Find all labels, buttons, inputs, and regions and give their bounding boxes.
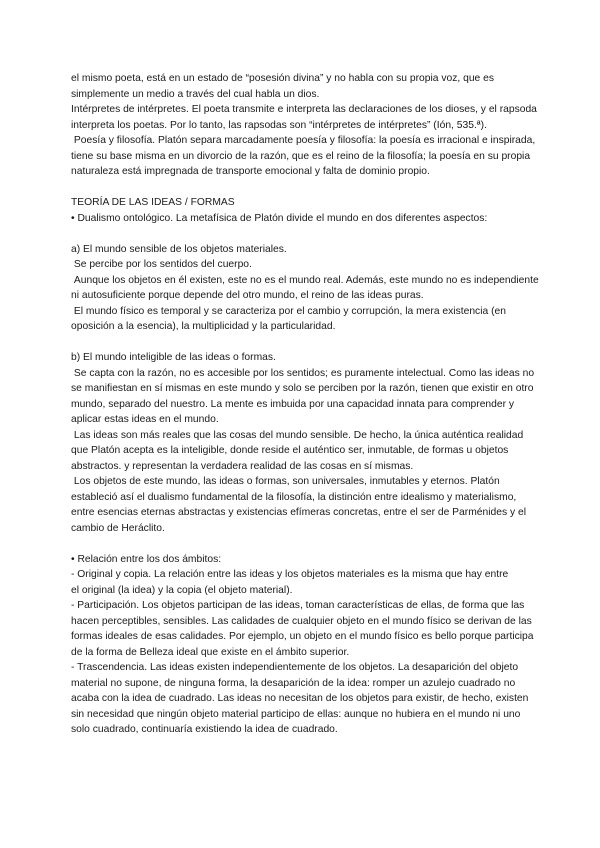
blank-line [71,335,541,351]
paragraph-original-copia: - Original y copia. La relación entre las ideas y los objetos materiales es la misma que hay entre [71,569,509,580]
paragraph-poesia-filosofia: Poesía y filosofía. Platón separa marcadamente poesía y filosofía: la poesía es irracional e inspirada, tiene su base misma en un divorcio de la razón, que es el reino de la filosofía; la poesía en su propia naturaleza está impregnada de transporte emocional y falta de dominio propio. [71,135,539,177]
paragraph-universales: Los objetos de este mundo, las ideas o formas, son universales, inmutables y eternos. Platón estableció así el dualismo fundamental de la filosofía, la distinción entre idealismo y materialismo, entre esencias eternas abstractas y existencias efímeras concretas, entre el ser de Parménides y el cambio de Heráclito. [71,476,529,534]
paragraph-original-copia-cont: el original (la idea) y la copia (el objeto material). [71,584,293,596]
document-page [71,71,541,738]
subheading-mundo-inteligible: b) El mundo inteligible de las ideas o formas. [71,352,276,363]
section-heading-teoria-ideas: TEORÍA DE LAS IDEAS / FORMAS [71,197,235,208]
paragraph-sentidos: Se percibe por los sentidos del cuerpo. [71,259,252,270]
subheading-relacion: • Relación entre los dos ámbitos: [71,553,222,565]
paragraph-dualismo: • Dualismo ontológico. La metafísica de Platón divide el mundo en dos diferentes aspectos: [71,212,488,224]
paragraph-ideas-reales: Las ideas son más reales que las cosas del mundo sensible. De hecho, la única auténtica realidad que Platón acepta es la inteligible, donde reside el auténtico ser, inmutable, de formas u objetos abstractos. y representan la verdadera realidad de las cosas en sí mismas. [71,429,527,472]
blank-line [71,226,541,242]
blank-line [71,180,541,196]
paragraph-no-mundo-real: Aunque los objetos en él existen, este no es el mundo real. Además, este mundo no es independiente ni autosuficiente porque depende del otro mundo, el reino de las ideas puras. [71,274,542,301]
paragraph-posesion-divina: el mismo poeta, está en un estado de “posesión divina” y no habla con su propia voz, que es simplemente un medio a través del cual habla un dios. [71,73,497,100]
paragraph-interpretes: Intérpretes de intérpretes. El poeta transmite e interpreta las declaraciones de los dioses, y el rapsoda interpreta los poetas. Por lo tanto, las rapsodas son “intérpretes de intérpretes” (Ión, 535.ª). [71,104,540,131]
paragraph-participacion: - Participación. Los objetos participan de las ideas, toman características de ellas, de forma que las hacen perceptibles, sensibles. Las calidades de cualquier objeto en el mundo físico se derivan de las formas ideales de esas calidades. Por ejemplo, un objeto en el mundo físico es bello porque participa de la forma de Belleza ideal que existe en el ámbito superior. [71,600,537,658]
blank-line [71,536,541,552]
paragraph-mundo-fisico: El mundo físico es temporal y se caracteriza por el cambio y corrupción, la mera existencia (en oposición a la esencia), la multiplicidad y la particularidad. [71,305,509,332]
paragraph-trascendencia: - Trascendencia. Las ideas existen independientemente de los objetos. La desaparición del objeto material no supone, de ninguna forma, la desaparición de la idea: romper un azulejo cuadrado no acaba con la idea de cuadrado. Las ideas no necesitan de los objetos para existir, de hecho, existen sin necesidad que ningún objeto material participo de ellas: aunque no hubiera en el mundo ni uno solo cuadrado, continuaría existiendo la idea de cuadrado. [71,662,532,735]
paragraph-razon: Se capta con la razón, no es accesible por los sentidos; es puramente intelectual. Como las ideas no se manifiestan en sí mismas en este mundo y solo se perciben por la razón, tienen que existir en otro mundo, separado del nuestro. La mente es imbuida por una capacidad innata para comprender y aplicar estas ideas en el mundo. [71,367,537,425]
subheading-mundo-sensible: a) El mundo sensible de los objetos materiales. [71,243,287,255]
